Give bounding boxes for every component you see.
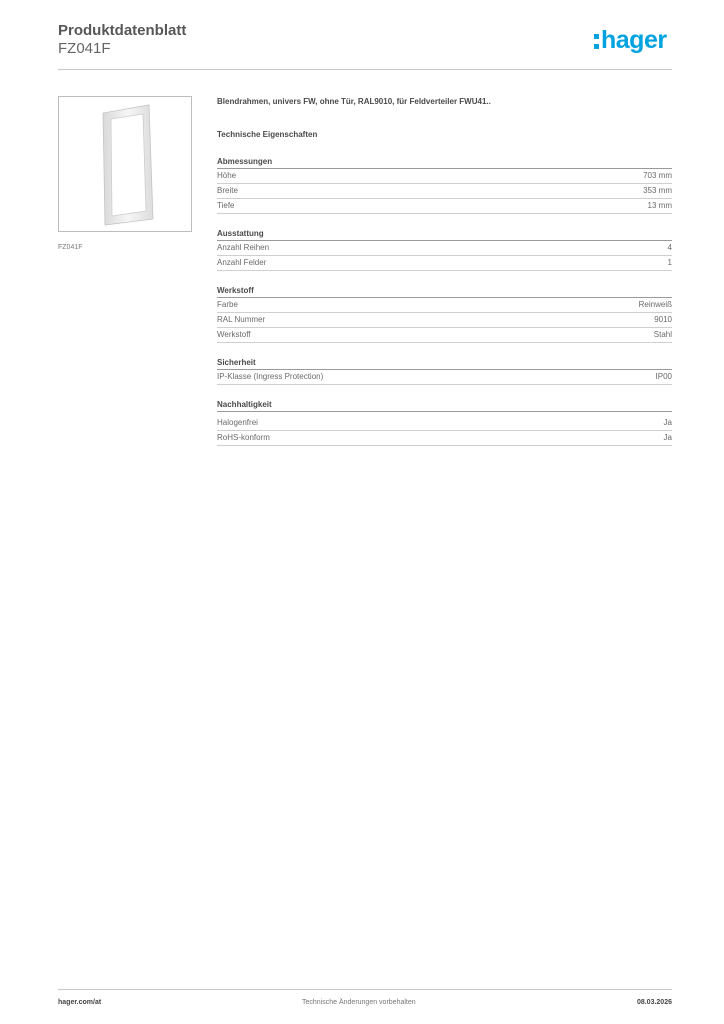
row-value: 4 bbox=[667, 243, 672, 252]
footer-date: 08.03.2026 bbox=[636, 999, 672, 1006]
logo-dots-icon bbox=[594, 34, 599, 49]
row-value: 13 mm bbox=[647, 201, 672, 210]
hager-logo bbox=[594, 28, 667, 56]
table-row bbox=[217, 298, 672, 313]
group-werkstoff bbox=[217, 285, 672, 343]
product-code: FZ041F bbox=[58, 40, 111, 57]
table-row bbox=[217, 256, 672, 271]
row-value: 1 bbox=[667, 258, 672, 267]
table-row bbox=[217, 431, 672, 446]
footer-website-link[interactable]: hager.com/at bbox=[58, 999, 102, 1006]
row-label: Höhe bbox=[217, 171, 237, 180]
table-row bbox=[217, 370, 672, 385]
product-description: Blendrahmen, univers FW, ohne Tür, RAL9010, für Feldverteiler FWU41.. bbox=[217, 97, 491, 106]
group-title: Ausstattung bbox=[217, 228, 672, 241]
row-label: Tiefe bbox=[217, 201, 235, 210]
table-row bbox=[217, 416, 672, 431]
table-row bbox=[217, 328, 672, 343]
group-title: Werkstoff bbox=[217, 285, 672, 298]
group-ausstattung bbox=[217, 228, 672, 271]
row-label: RAL Nummer bbox=[217, 315, 266, 324]
group-sicherheit bbox=[217, 357, 672, 385]
row-label: Werkstoff bbox=[217, 330, 251, 339]
row-label: IP-Klasse (Ingress Protection) bbox=[217, 372, 324, 381]
row-label: Anzahl Reihen bbox=[217, 243, 270, 252]
row-value: 9010 bbox=[654, 315, 672, 324]
image-caption: FZ041F bbox=[58, 244, 83, 251]
footer-divider bbox=[58, 989, 672, 990]
footer-notice: Technische Änderungen vorbehalten bbox=[302, 999, 416, 1006]
row-value: IP00 bbox=[655, 372, 672, 381]
frame-product-icon bbox=[97, 103, 155, 227]
row-label: Farbe bbox=[217, 300, 238, 309]
logo-text: hager bbox=[601, 26, 667, 54]
page-title: Produktdatenblatt bbox=[58, 22, 187, 39]
group-title: Nachhaltigkeit bbox=[217, 399, 672, 412]
row-label: Breite bbox=[217, 186, 238, 195]
product-image bbox=[58, 96, 192, 232]
group-title: Sicherheit bbox=[217, 357, 672, 370]
row-value: Stahl bbox=[653, 330, 672, 339]
row-value: Reinweiß bbox=[638, 300, 672, 309]
row-label: Halogenfrei bbox=[217, 418, 258, 427]
row-value: Ja bbox=[663, 418, 672, 427]
table-row bbox=[217, 199, 672, 214]
header-divider bbox=[58, 69, 672, 70]
table-row bbox=[217, 241, 672, 256]
tech-properties-heading: Technische Eigenschaften bbox=[217, 130, 318, 139]
group-title: Abmessungen bbox=[217, 156, 672, 169]
group-nachhaltigkeit bbox=[217, 399, 672, 446]
row-value: 353 mm bbox=[643, 186, 672, 195]
row-label: RoHS-konform bbox=[217, 433, 270, 442]
table-row bbox=[217, 313, 672, 328]
row-value: 703 mm bbox=[643, 171, 672, 180]
group-abmessungen bbox=[217, 156, 672, 214]
table-row bbox=[217, 184, 672, 199]
row-value: Ja bbox=[663, 433, 672, 442]
datasheet-content bbox=[217, 97, 672, 446]
table-row bbox=[217, 169, 672, 184]
row-label: Anzahl Felder bbox=[217, 258, 267, 267]
